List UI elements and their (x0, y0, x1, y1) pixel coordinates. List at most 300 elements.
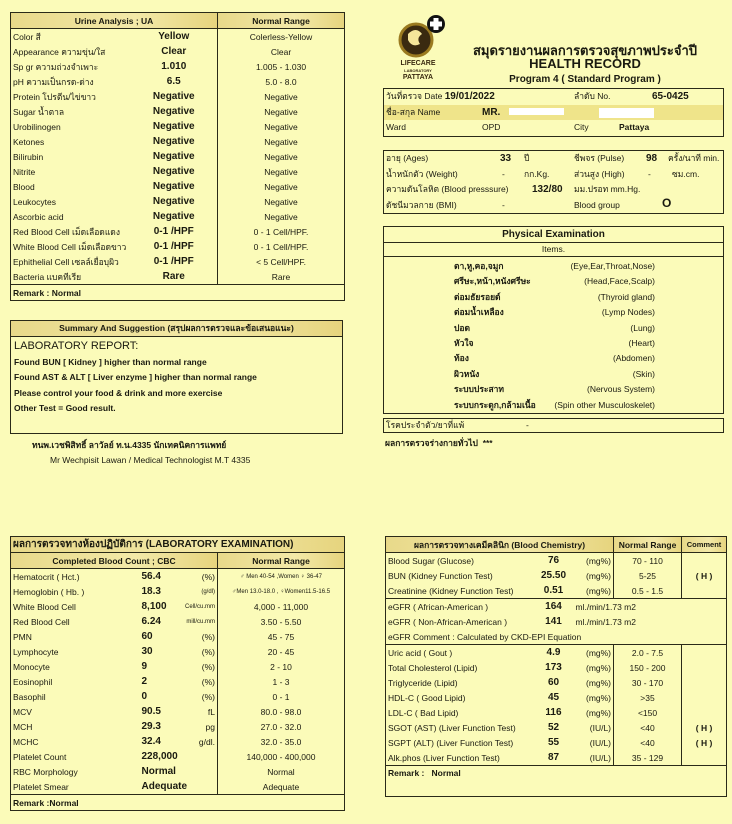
chem-row (386, 720, 727, 735)
exam-item (384, 382, 723, 397)
test-name: Platelet Count (13, 751, 67, 762)
logo-text: LIFECARE LABORATORY PATTAYA (400, 60, 436, 81)
bp-label: ความดันโลหิต (Blood presssure) (386, 184, 509, 194)
exam-item (384, 274, 723, 289)
city-label: City (574, 122, 589, 132)
normal-range: 5.0 - 8.0 (218, 74, 345, 89)
urine-row (11, 44, 345, 59)
summary-line: Other Test = Good result. (14, 403, 116, 413)
exam-item-english: (Nervous System) (586, 384, 655, 395)
lab-exam-title: ผลการตรวจทางห้องปฏิบัติการ (LABORATORY EXAMINATION) (11, 537, 345, 553)
exam-item (384, 290, 723, 305)
name-value: MR. (482, 106, 501, 118)
normal-range: Colerless-Yellow (218, 29, 345, 45)
unit (181, 764, 218, 779)
normal-range: Clear (218, 44, 345, 59)
normal-range: 27.0 - 32.0 (218, 719, 345, 734)
normal-range: 5-25 (614, 568, 682, 583)
pulse-unit: ครั้ง/นาที min. (668, 153, 720, 163)
egfr-comment-row (386, 629, 727, 645)
test-name: White Blood Cell (13, 601, 76, 612)
unit: ml./min/1.73 m2 (574, 599, 727, 615)
no-label: ลำดับ No. (574, 91, 611, 101)
unit: (mg%) (585, 555, 612, 566)
result-value: Adequate (141, 781, 188, 792)
test-name: Hematocrit ( Hct.) (13, 571, 80, 582)
pulse-value: 98 (646, 153, 658, 164)
chem-title: ผลการตรวจทางเคมีคลินิก (Blood Chemistry) (386, 537, 614, 553)
vitals-box (383, 150, 724, 214)
exam-item-english: (Abdomen) (612, 353, 655, 364)
normal-range: Negative (218, 149, 345, 164)
result-value: 9 (141, 661, 148, 672)
test-name: Nitrite (13, 166, 36, 177)
date-label: วันที่ตรวจ Date (386, 91, 443, 101)
exam-item-english: (Spin other Musculoskelet) (554, 399, 655, 410)
test-name: HDL-C ( Good Lipid) (388, 692, 466, 703)
comment-flag (682, 750, 727, 766)
cbc-table (10, 536, 345, 811)
blood-group-label: Blood group (574, 199, 620, 210)
normal-range: 0 - 1 (218, 689, 345, 704)
disease-label: โรคประจำตัว/ยาที่แพ้ (386, 420, 465, 430)
blood-chemistry-table (385, 536, 727, 797)
normal-range: <40 (614, 720, 682, 735)
summary-line: Found BUN [ Kidney ] higher than normal range (14, 356, 207, 367)
test-name: Protein โปรตีน/ไข่ขาว (13, 91, 96, 102)
date-value: 19/01/2022 (444, 91, 495, 102)
normal-range: Negative (218, 104, 345, 119)
normal-range: 3.50 - 5.50 (218, 614, 345, 629)
page-title: HEALTH RECORD (529, 56, 641, 71)
exam-item-thai: หัวใจ (454, 337, 474, 348)
cbc-range-header: Normal Range (218, 553, 345, 569)
cbc-row (11, 689, 345, 704)
result-value: 6.5 (166, 76, 181, 87)
bmi-label: ดัชนีมวลกาย (BMI) (386, 199, 457, 210)
chem-row (386, 660, 727, 675)
urine-row (11, 164, 345, 179)
normal-range: 140,000 - 400,000 (218, 749, 345, 764)
chem-row (386, 553, 727, 569)
test-name: Total Cholesterol (Lipid) (388, 662, 478, 673)
urine-row (11, 254, 345, 269)
summary-line: Found AST & ALT [ Liver enzyme ] higher than normal range (14, 372, 257, 382)
urine-row (11, 194, 345, 209)
general-exam-value: *** (482, 438, 493, 448)
unit: (IU/L) (589, 752, 612, 763)
comment-flag (682, 705, 727, 720)
result-value: 6.24 (141, 616, 161, 627)
normal-range: 30 - 170 (614, 675, 682, 690)
result-value: Negative (152, 211, 195, 222)
cbc-row (11, 599, 345, 614)
summary-line: Please control your food & drink and more exercise (14, 387, 223, 398)
urine-row (11, 179, 345, 194)
comment-flag (682, 583, 727, 599)
egfr-row (386, 599, 727, 615)
exam-item-english: (Eye,Ear,Throat,Nose) (570, 261, 655, 271)
result-value: 1.010 (161, 61, 187, 72)
height-unit: ซม.cm. (672, 168, 700, 179)
ward-value: OPD (482, 122, 501, 132)
result-value: 116 (545, 707, 562, 718)
normal-range: 35 - 129 (614, 750, 682, 766)
test-name: Hemoglobin ( Hb. ) (13, 586, 85, 597)
exam-item-thai: ตา,หู,คอ,จมูก (454, 261, 504, 271)
normal-range: 70 - 110 (614, 553, 682, 569)
normal-range: Negative (218, 164, 345, 179)
cbc-row (11, 629, 345, 644)
unit: (mg%) (585, 585, 612, 596)
normal-range: Negative (218, 179, 345, 194)
normal-range: <40 (614, 735, 682, 750)
normal-range: 0 - 1 Cell/HPF. (218, 224, 345, 239)
urine-row (11, 119, 345, 134)
test-name: Red Blood Cell เม็ดเลือดแดง (13, 226, 120, 237)
test-name: Sugar น้ำตาล (13, 106, 65, 117)
normal-range: 2.0 - 7.5 (614, 645, 682, 661)
exam-item-thai: ระบบกระดูก,กล้ามเนื้อ (454, 399, 536, 410)
redacted-name (509, 108, 564, 115)
comment-flag (682, 675, 727, 690)
redacted-surname (599, 108, 654, 118)
cbc-remark: Remark :Normal (11, 795, 345, 811)
unit: ml./min/1.73 m2 (575, 616, 636, 627)
unit: (IU/L) (589, 737, 612, 748)
unit: (%) (201, 676, 215, 687)
exam-item-english: (Head,Face,Scalp) (584, 276, 655, 287)
test-name: Uric acid ( Gout ) (386, 645, 534, 661)
cbc-subtitle: Completed Blood Count ; CBC (11, 553, 218, 569)
test-name: MCV (13, 706, 32, 717)
urine-row (11, 149, 345, 164)
chem-row (386, 750, 727, 766)
exam-item-thai: ระบบประสาท (454, 384, 505, 395)
program-label: Program 4 ( Standard Program ) (509, 74, 661, 85)
result-value: 87 (547, 752, 560, 763)
unit: mill/cu.mm (186, 618, 215, 625)
result-value: Yellow (158, 31, 190, 42)
lifecare-logo (394, 14, 450, 81)
age-label: อายุ (Ages) (386, 153, 429, 163)
cbc-row (11, 674, 345, 689)
result-value: 2 (141, 676, 148, 687)
test-name: Leukocytes (13, 196, 56, 207)
result-value: 0-1 /HPF (153, 256, 194, 267)
cbc-row (11, 644, 345, 659)
city-value: Pattaya (619, 122, 650, 132)
bp-value: 132/80 (532, 184, 563, 195)
result-value: 76 (547, 555, 560, 566)
unit: g/dl. (198, 736, 215, 747)
result-value: 25.50 (540, 570, 567, 581)
result-value: 60 (547, 677, 560, 688)
normal-range: 20 - 45 (218, 644, 345, 659)
urine-analysis-table (10, 12, 345, 301)
test-name: Monocyte (13, 661, 50, 672)
result-value: 60 (141, 631, 153, 642)
exam-item-english: (Lymp Nodes) (601, 307, 655, 318)
normal-range: Adequate (218, 779, 345, 795)
bmi-value: - (502, 199, 505, 210)
exam-item-thai: ต่อมธัยรอยด์ (454, 291, 501, 302)
weight-value: - (502, 168, 505, 179)
cbc-row (11, 659, 345, 674)
result-value: Normal (141, 766, 176, 777)
ward-label: Ward (386, 122, 406, 132)
items-label: Items. (384, 243, 723, 257)
unit: pg (205, 721, 215, 732)
normal-range: Negative (218, 89, 345, 104)
normal-range: 0 - 1 Cell/HPF. (218, 239, 345, 254)
unit: (g/dl) (201, 588, 215, 595)
result-value: Negative (152, 196, 195, 207)
normal-range: 1 - 3 (218, 674, 345, 689)
result-value: 173 (545, 662, 562, 673)
unit: (mg%) (585, 570, 612, 581)
urine-row (11, 89, 345, 104)
unit: (mg%) (585, 662, 612, 673)
exam-item (384, 321, 723, 336)
test-name: SGPT (ALT) (Liver Function Test) (388, 737, 514, 748)
result-value: 18.3 (141, 586, 161, 597)
result-value: 0.51 (543, 585, 564, 596)
result-value: 52 (547, 722, 560, 733)
urine-remark: Remark : Normal (11, 285, 345, 301)
chem-comment-header: Comment (682, 537, 727, 553)
result-value: Negative (152, 181, 195, 192)
result-value: Negative (152, 106, 195, 117)
comment-flag: ( H ) (682, 568, 727, 583)
test-name: Blood (13, 181, 35, 192)
result-value: 45 (547, 692, 560, 703)
result-value: 0-1 /HPF (153, 241, 194, 252)
exam-item-thai: ผิวหนัง (454, 368, 480, 379)
result-value: 30 (141, 646, 153, 657)
unit: (mg%) (585, 707, 612, 718)
result-value: 29.3 (141, 721, 161, 732)
blood-group-value: O (662, 196, 672, 210)
comment-flag (682, 660, 727, 675)
general-exam-label: ผลการตรวจร่างกายทั่วไป (385, 438, 478, 448)
normal-range: 4,000 - 11,000 (218, 599, 345, 614)
result-value: 0 (141, 691, 148, 702)
urine-row (11, 104, 345, 119)
urine-row (11, 209, 345, 224)
result-value: 32.4 (141, 736, 161, 747)
exam-item (384, 259, 723, 274)
normal-range: 32.0 - 35.0 (218, 734, 345, 749)
urine-range-header: Normal Range (218, 13, 345, 29)
test-name: Color สี (13, 31, 41, 42)
age-value: 33 (500, 153, 512, 164)
test-name: Platelet Smear (13, 781, 69, 792)
exam-item-english: (Thyroid gland) (597, 291, 655, 302)
test-name: Bacteria แบคทีเรีย (13, 271, 82, 282)
unit: (%) (201, 571, 215, 582)
normal-range: 2 - 10 (218, 659, 345, 674)
chem-remark (386, 766, 727, 797)
cbc-row (11, 584, 345, 599)
test-name: Alk.phos (Liver Function Test) (388, 752, 500, 763)
result-value: 228,000 (141, 751, 178, 762)
exam-item-thai: ปอด (454, 322, 471, 333)
test-name: Red Blood Cell (13, 616, 70, 627)
normal-range: Negative (218, 209, 345, 224)
cbc-row (11, 734, 345, 749)
chem-row (386, 645, 727, 661)
cbc-row (11, 614, 345, 629)
test-name: Ketones (13, 136, 45, 147)
test-name: Triglyceride (Lipid) (388, 677, 458, 688)
test-name: Basophil (13, 691, 46, 702)
test-name: BUN (Kidney Function Test) (388, 570, 493, 581)
comment-flag: ( H ) (682, 735, 727, 750)
physical-title: Physical Examination (384, 227, 723, 243)
result-value: Negative (152, 136, 195, 147)
result-value: Rare (162, 271, 185, 282)
name-label: ชื่อ-สกุล Name (386, 106, 441, 117)
test-name: Ascorbic acid (13, 211, 64, 222)
exam-item-english: (Skin) (632, 368, 655, 379)
egfr-row (386, 614, 727, 629)
urine-row (11, 224, 345, 239)
exam-item-thai: ต่อมน้ำเหลือง (454, 307, 504, 318)
test-name: MCHC (13, 736, 39, 747)
result-value: 56.4 (141, 571, 161, 582)
unit: (%) (201, 691, 215, 702)
chem-row (386, 690, 727, 705)
exam-item (384, 367, 723, 382)
disease-box (383, 418, 724, 433)
result-value: 164 (534, 599, 574, 615)
exam-item-english: (Lung) (630, 322, 655, 333)
chem-row (386, 705, 727, 720)
normal-range: Normal (218, 764, 345, 779)
unit (181, 749, 218, 764)
cbc-row (11, 569, 345, 585)
test-name: White Blood Cell เม็ดเลือดขาว (13, 241, 127, 252)
chem-remark-value: Normal (431, 768, 461, 778)
normal-range: >35 (614, 690, 682, 705)
urine-row (11, 29, 345, 45)
height-value: - (648, 168, 651, 179)
signature-thai: ทนพ.เวชพิสิทธิ์ ลาวัลย์ ท.น.4335 นักเทคนิคการแพทย์ (32, 440, 227, 450)
exam-item (384, 336, 723, 351)
test-name: pH ความเป็นกรด-ด่าง (13, 76, 94, 87)
normal-range: Negative (218, 134, 345, 149)
result-value: 4.9 (534, 645, 574, 661)
result-value: Negative (152, 121, 195, 132)
test-name: Blood Sugar (Glucose) (388, 555, 474, 566)
urine-row (11, 269, 345, 285)
test-name: Creatinine (Kidney Function Test) (388, 585, 514, 596)
summary-heading: LABORATORY REPORT: (14, 340, 139, 352)
result-value: 8,100 (141, 601, 167, 612)
result-value: Negative (152, 91, 195, 102)
test-name: Ephithelial Cell เซลล์เยื่อบุผิว (13, 256, 119, 267)
summary-box (10, 320, 343, 434)
unit: (%) (201, 646, 215, 657)
normal-range: 80.0 - 98.0 (218, 704, 345, 719)
normal-range: 150 - 200 (614, 660, 682, 675)
comment-flag (682, 645, 727, 661)
weight-unit: กก.Kg. (524, 168, 550, 179)
exam-item-thai: ศรีษะ,หน้า,หนังศรีษะ (454, 276, 531, 287)
normal-range: 45 - 75 (218, 629, 345, 644)
normal-range: Negative (218, 119, 345, 134)
signature-english: Mr Wechpisit Lawan / Medical Technologist M.T 4335 (50, 455, 251, 465)
chem-row (386, 583, 727, 599)
test-name: Urobilinogen (13, 121, 61, 132)
comment-flag: ( H ) (682, 720, 727, 735)
title-thai: สมุดรายงานผลการตรวจสุขภาพประจำปี (472, 43, 698, 58)
test-name: Bilirubin (13, 151, 44, 162)
normal-range: < 5 Cell/HPF. (218, 254, 345, 269)
cbc-row (11, 749, 345, 764)
patient-info-box (383, 88, 724, 137)
result-value: 55 (547, 737, 560, 748)
exam-item (384, 305, 723, 320)
chem-row (386, 735, 727, 750)
normal-range: Negative (218, 194, 345, 209)
normal-range: ♂ Men 40-54 ,Women ♀ 36-47 (218, 569, 345, 585)
result-value: Clear (161, 46, 187, 57)
test-name: Eosinophil (13, 676, 53, 687)
cbc-row (11, 719, 345, 734)
no-value: 65-0425 (652, 91, 689, 102)
comment-flag (682, 553, 727, 569)
test-name: eGFR ( Non-African-American ) (388, 616, 508, 627)
unit: (mg%) (585, 677, 612, 688)
exam-item (384, 398, 723, 413)
height-label: ส่วนสูง (High) (574, 168, 625, 179)
test-name: SGOT (AST) (Liver Function Test) (388, 722, 516, 733)
unit: Cell/cu.mm (184, 603, 215, 610)
summary-title: Summary And Suggestion (สรุปผลการตรวจและข้อเสนอแนะ) (11, 321, 342, 337)
urine-row (11, 59, 345, 74)
urine-title: Urine Analysis ; UA (11, 13, 218, 29)
unit: (mg%) (574, 645, 614, 661)
test-name: Lymphocyte (13, 646, 59, 657)
cbc-row (11, 764, 345, 779)
chem-remark-label: Remark : (388, 768, 425, 778)
test-name: LDL-C ( Bad Lipid) (388, 707, 459, 718)
chem-row (386, 568, 727, 583)
result-value: Negative (152, 166, 195, 177)
urine-row (11, 239, 345, 254)
comment-flag (682, 690, 727, 705)
exam-item (384, 351, 723, 366)
result-value: 0-1 /HPF (153, 226, 194, 237)
exam-item-thai: ท้อง (454, 353, 469, 364)
cbc-row (11, 779, 345, 795)
chem-range-header: Normal Range (614, 537, 682, 553)
test-name: Sp gr ความถ่วงจำเพาะ (13, 61, 99, 72)
bp-unit: มม.ปรอท mm.Hg. (574, 184, 641, 194)
egfr-comment: eGFR Comment : Calculated by CKD-EPI Equation (388, 631, 582, 642)
urine-row (11, 74, 345, 89)
unit: (%) (201, 631, 215, 642)
normal-range: ♂Men 13.0-18.0 , ♀Women11.5-16.5 (218, 584, 345, 599)
test-name: eGFR ( African-American ) (386, 599, 534, 615)
exam-item-english: (Heart) (628, 337, 655, 348)
normal-range: <150 (614, 705, 682, 720)
weight-label: น้ำหนักตัว (Weight) (386, 168, 458, 179)
cbc-row (11, 704, 345, 719)
chem-row (386, 675, 727, 690)
